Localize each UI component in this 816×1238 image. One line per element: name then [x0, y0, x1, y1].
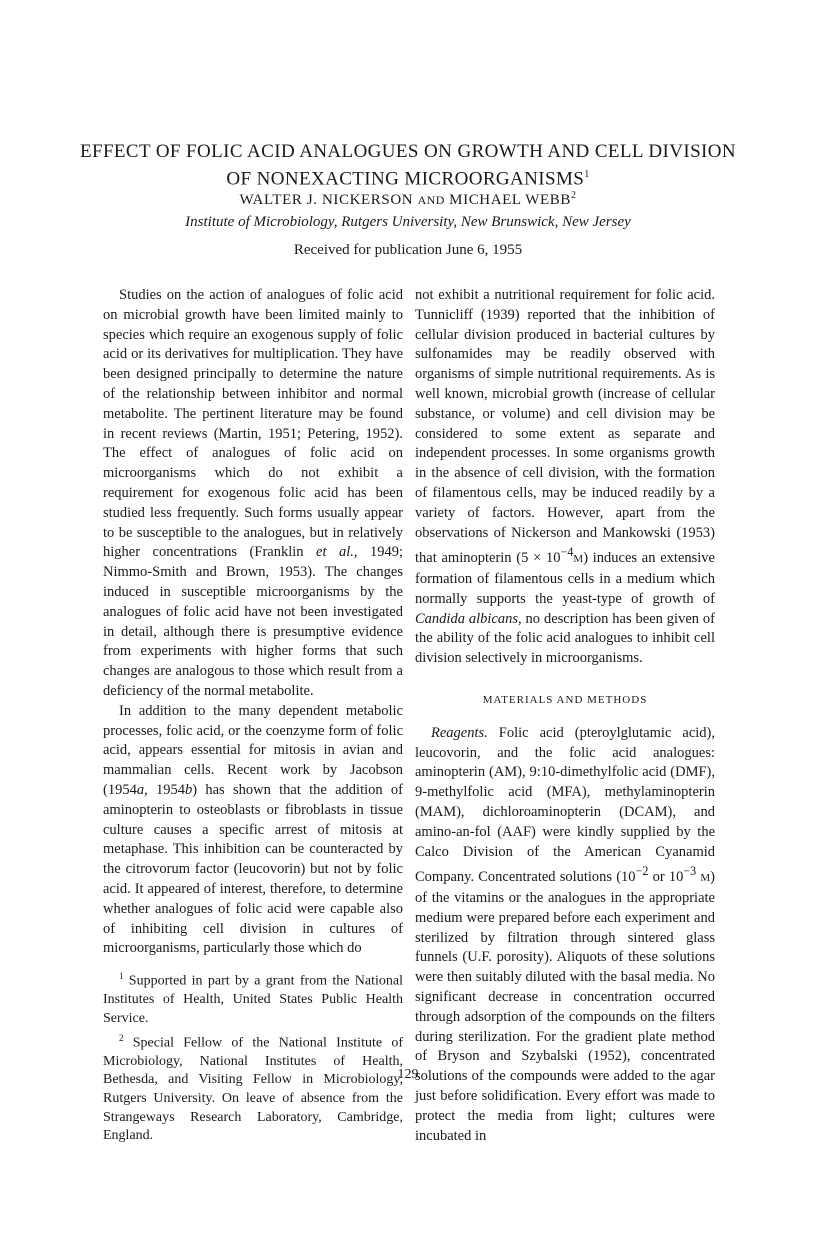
- molar-unit-2: M: [700, 872, 711, 885]
- citation-suffix-a: a: [136, 781, 145, 798]
- section-heading: MATERIALS AND METHODS: [482, 693, 648, 706]
- title-line-2: OF NONEXACTING MICROORGANISMS: [226, 168, 585, 190]
- paragraph-intro-1: [103, 286, 403, 702]
- molar-unit: M: [573, 553, 584, 566]
- et-al-italic: et al.: [316, 544, 354, 561]
- paragraph-continued-text-b: ) induces an extensive formation of filamentous cells in a medium which normally supports the yeast-type of growth of: [415, 550, 715, 607]
- footnotes: [103, 967, 403, 1146]
- paragraph-intro-1-end: , 1949; Nimmo-Smith and Brown, 1953). The changes induced in susceptible microorganisms by the analogues of folic acid have not been investigated in detail, although there is presumptive evidence from experiments with higher forms that such changes are analogous to those which result from a deficiency of the normal metabolite.: [103, 544, 404, 699]
- exponent: −4: [560, 545, 574, 560]
- author-2-footnote-mark: 2: [570, 190, 577, 201]
- paragraph-intro-2-continued: [415, 286, 715, 669]
- paragraph-intro-2-text-a: In addition to the many dependent metabolic processes, folic acid, or the coenzyme form of folic acid, appears essential for mitosis in avian and mammalian cells. Recent work by Jacobson (1954: [103, 702, 403, 798]
- paragraph-intro-1-text: Studies on the action of analogues of folic acid on microbial growth have been limited mainly to species which require an exogenous supply of folic acid or its derivatives for multiplication. They have been designed principally to determine the nature of the relationship between inhibitor and normal metabolite. The pertinent literature may be found in recent reviews (Martin, 1951; Petering, 1952). The effect of analogues of folic acid on microorganisms which do not exhibit a requirement for exogenous folic acid has been studied less frequently. Such forms usually appear to be susceptible to the analogues, but in relatively higher concentrations (Franklin: [103, 287, 403, 561]
- received-date: Received for publication June 6, 1955: [293, 242, 523, 258]
- affiliation: Institute of Microbiology, Rutgers University, New Brunswick, New Jersey: [185, 214, 631, 230]
- paragraph-intro-2-text-b: , 1954: [144, 781, 185, 798]
- reagents-lead: Reagents.: [431, 724, 488, 741]
- species-name: Candida albicans: [415, 610, 518, 627]
- footnote-1-mark: 1: [119, 971, 124, 982]
- article-title: [60, 140, 756, 190]
- footnote-1-text: Supported in part by a grant from the National Institutes of Health, United States Public Health Service.: [103, 973, 403, 1026]
- title-line-1: EFFECT OF FOLIC ACID ANALOGUES ON GROWTH AND CELL DIVISION: [79, 141, 737, 162]
- author-conjunction: AND: [417, 193, 445, 207]
- author-line: [60, 190, 756, 209]
- footnote-2-text: Special Fellow of the National Institute of Microbiology, National Institutes of Health, Bethesda, and Visiting Fellow in Microbiology, Rutgers University. On leave of absence from the Strangeways Research Laboratory, Cambridge, England.: [103, 1035, 403, 1144]
- exponent-2: −3: [683, 864, 697, 879]
- left-column: [103, 286, 403, 1146]
- author-1: WALTER J. NICKERSON: [239, 192, 414, 208]
- reagents-text-c: ) of the vitamins or the analogues in the appropriate medium were prepared before each experiment and sterilized by filtration through sintered glass funnels (U.F. porosity). Aliquots of these solutions were then suitably diluted with the basal media. No significant decrease in concentration occurred through adsorption of the compounds on the filters during sterilization. For the gradient plate method of Bryson and Szybalski (1952), concentrated solutions of the compounds were added to the agar just before solidification. Every effort was made to protect the media from light; cultures were incubated in: [415, 869, 715, 1144]
- author-2: MICHAEL WEBB: [449, 192, 571, 208]
- footnote-2: [103, 1029, 403, 1146]
- footnote-1: [103, 967, 403, 1028]
- footnote-2-mark: 2: [119, 1032, 124, 1043]
- right-column: [415, 286, 715, 1146]
- reagents-text-b: or 10: [648, 869, 684, 886]
- title-footnote-mark: 1: [584, 169, 590, 180]
- page-number: 129: [397, 1067, 419, 1082]
- paragraph-continued-end: , no description has been given of the ability of the folic acid analogues to inhibit cell division selectively in microorganisms.: [415, 610, 715, 667]
- citation-suffix-b: b: [185, 781, 193, 798]
- reagents-text-a: Folic acid (pteroylglutamic acid), leucovorin, and the folic acid analogues: aminopterin (AM), 9:10-dimethylfolic acid (DMF), 9-methylfolic acid (MFA), methylaminopterin (MAM), dichloroaminopterin (DCAM), and amino-an-fol (AAF) were kindly supplied by the Calco Division of the American Cyanamid Company. Concentrated solutions (10: [415, 724, 715, 886]
- paragraph-continued-text: not exhibit a nutritional requirement for folic acid. Tunnicliff (1939) reported that the inhibition of cellular division produced in bacterial cultures by sulfonamides may be readily observed with organisms of simple nutritional requirements. As is well known, microbial growth (increase of cellular substance, or volume) and cell division may be considered to some extent as separate and independent processes. In some organisms growth in the absence of cell division, with the formation of filamentous cells, may be induced readily by a variety of factors. However, apart from the observations of Nickerson and Mankowski (1953) that aminopterin (5 × 10: [415, 287, 715, 567]
- paragraph-intro-2-text-c: ) has shown that the addition of aminopterin to osteoblasts or fibroblasts in tissue culture causes a specific arrest of mitosis at metaphase. This inhibition can be counteracted by the citrovorum factor (leucovorin) but not by folic acid. It appeared of interest, therefore, to determine whether analogues of folic acid were capable also of inhibiting cell division in cultures of microorganisms, particularly those which do: [103, 781, 403, 957]
- exponent-1: −2: [635, 864, 649, 879]
- paragraph-intro-2: [103, 702, 403, 959]
